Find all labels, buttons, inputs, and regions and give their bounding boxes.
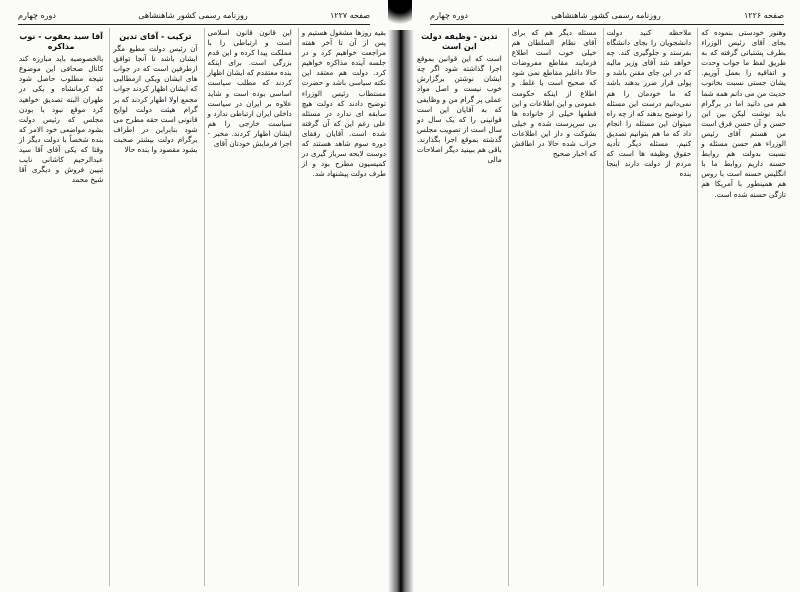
newspaper-title: روزنامه رسمی کشور شاهنشاهی: [138, 10, 248, 20]
page-header: [430, 8, 784, 25]
column-text: مسئله دیگر هم که برای آقای نظام السلطان هم خیلی خوب است اطلاع فرمایند مقاطع مفروضات حالا داغلیز مقاطع نمی شود که صحیح است یا غلط. و اطلاع از اینکه حکومت عمومی و این اطلاعات و این قطعها خیلی از خانواده ها بی سرپرست شده و خیلی بشوکت و داز این اطلاعات خراب شده حالا در اطاقش که اخبار صحیح: [511, 28, 597, 159]
period-label: دوره چهارم: [430, 10, 468, 20]
book-spine-shadow: [388, 30, 414, 592]
column-text: ملاحظه کنید دولت دانشجویان را بجای دانشگاه بفرستد و جلوگیری کند. چه خواهد شد آقای وزیر مالیه که در این جای مقنن باشد و پولی قرار ضرر بدهند باشد که ما خودمان را هم نمی‌دانیم درست این مسئله را توضیح بدهند که از چه راه میتوان این مسئله را انجام داد که ما هم بتوانیم تصدیق کنیم. مسئله دیگر تأدیه حقوق وظیفه ها است که مردم از دولت دارند اینجا بنده: [606, 28, 692, 179]
text-column: [109, 28, 197, 586]
text-column: [414, 28, 502, 586]
column-heading: تدین - وظیفه دولت این است: [421, 32, 498, 52]
text-column: [508, 28, 597, 586]
newspaper-title: روزنامه رسمی کشور شاهنشاهی: [551, 10, 661, 20]
column-text: این قانون قانون اسلامی است و ارتباطی را با مملکت پیدا کرده و این قدم بزرگی است. برای اینکه بنده معتقدم که ایشان اظهار کردند که مطلب سیاست اساسی بوده است و شاید علاوه بر ایران در سیاست داخلی ایران ارتباطی ندارد و سیاست خارجی را هم ایشان اظهار کردند. مخبر - اجرا فرمایش خودتان آقای: [207, 28, 292, 149]
right-page: [400, 0, 800, 592]
column-text: است که این قوانین بموقع اجرا گذاشته شود اگر چه ایشان نوشتن برگزارش خوب نیست و اصل مواد عملی پر گرام من و وظایفی که به آقایان این است قوانینی را که یک سال دو سال است از تصویب مجلس گذشته بموقع اجرا بگذارند. باقی هم ببینید دیگر اصلاحات مالی: [417, 54, 502, 165]
text-columns: [414, 28, 786, 586]
column-text: بقیه روزها مشغول هستیم و پس از آن تا آخر هفته مراجعت خواهیم کرد و در جلسه آینده مذاکره خواهیم کرد. دولت هم معتقد این نکته سیاسی باشد و حضرت مستطاب رئیس الوزراء توضیح دادند که دولت هیچ سابقه ای ندارد در مسئله علی رغم این که آن گرفته شده است. آقایان رفقای دوره سوم شاهد هستند که دوست لایحه سرباز گیری در کمیسیون مطرح بود و از طرف دولت پیشنهاد شد.: [301, 28, 386, 179]
column-text: بالخصوصیه باید مبارزه کند کانال صحافی این موضوع نتیجه مطلوب حاصل شود که کرمانشاه و یکی در طهران البته تصدیق خواهید کرد موقع نبود با بودن مجلس که رئیس دولت بشود مواضعی خود الامر که بنده شخصاً با دولت دیگر از وقتا که یکی آقای آقا سید عبدالرحیم کاشانی نایب تبیین فروش و دیگری آقا شیخ محمد: [19, 54, 104, 185]
text-column: [697, 28, 786, 586]
text-column: [603, 28, 692, 586]
column-heading: ترکیب - آقای تدین: [119, 32, 192, 41]
period-label: دوره چهارم: [18, 10, 56, 20]
scan-shadow: [388, 0, 412, 30]
column-text: آن رئیس دولت مطیع مگر ایشان باشد تا آنجا توافق ازطرفین است که در جواب های ایشان ویکی ازمطالبی که ایشان اظهار کردند جواب مجمع اولا اظهار کردند که بر گرام هیئت دولت لوایح قانونی است حقه مطرح می شود بنابراین در اطراف برگرام دولت بیشتر صحبت بشود مقصود وا بنده حالا: [113, 44, 198, 155]
page-header: [18, 8, 370, 25]
text-column: [204, 28, 292, 586]
page-number: صفحه ۱۲۲۶: [743, 10, 784, 20]
text-column: [298, 28, 386, 586]
column-heading: آقا سید یعقوب - نوب مذاکره: [19, 32, 103, 52]
page-number: صفحه ۱۲۲۷: [329, 10, 370, 20]
text-columns: [16, 28, 386, 586]
text-column: [16, 28, 103, 586]
column-text: وهنوز خودستی بنموده که بجای آقای رئیس الوزراء بطرف پشتبانی گرفته که به طریق لفظ ما جواب وحدت و اتفاقیه را بعمل آوریم. یشان جستی نسبت بخانوب حدیث من می دانم همه شما هم می دانید اما در برگرام باید نوشت لیکن بین ابن حسن و آن حسن فرق است من هستم آقای رئیس الوزراء هم حسن مسئله و نسبت بدولت هم روابط حسنه داریم روابط ما با انگلیس حسنه است با روس هم همینطور با آمریکا هم تازگی حسنه شده است.: [701, 28, 786, 199]
